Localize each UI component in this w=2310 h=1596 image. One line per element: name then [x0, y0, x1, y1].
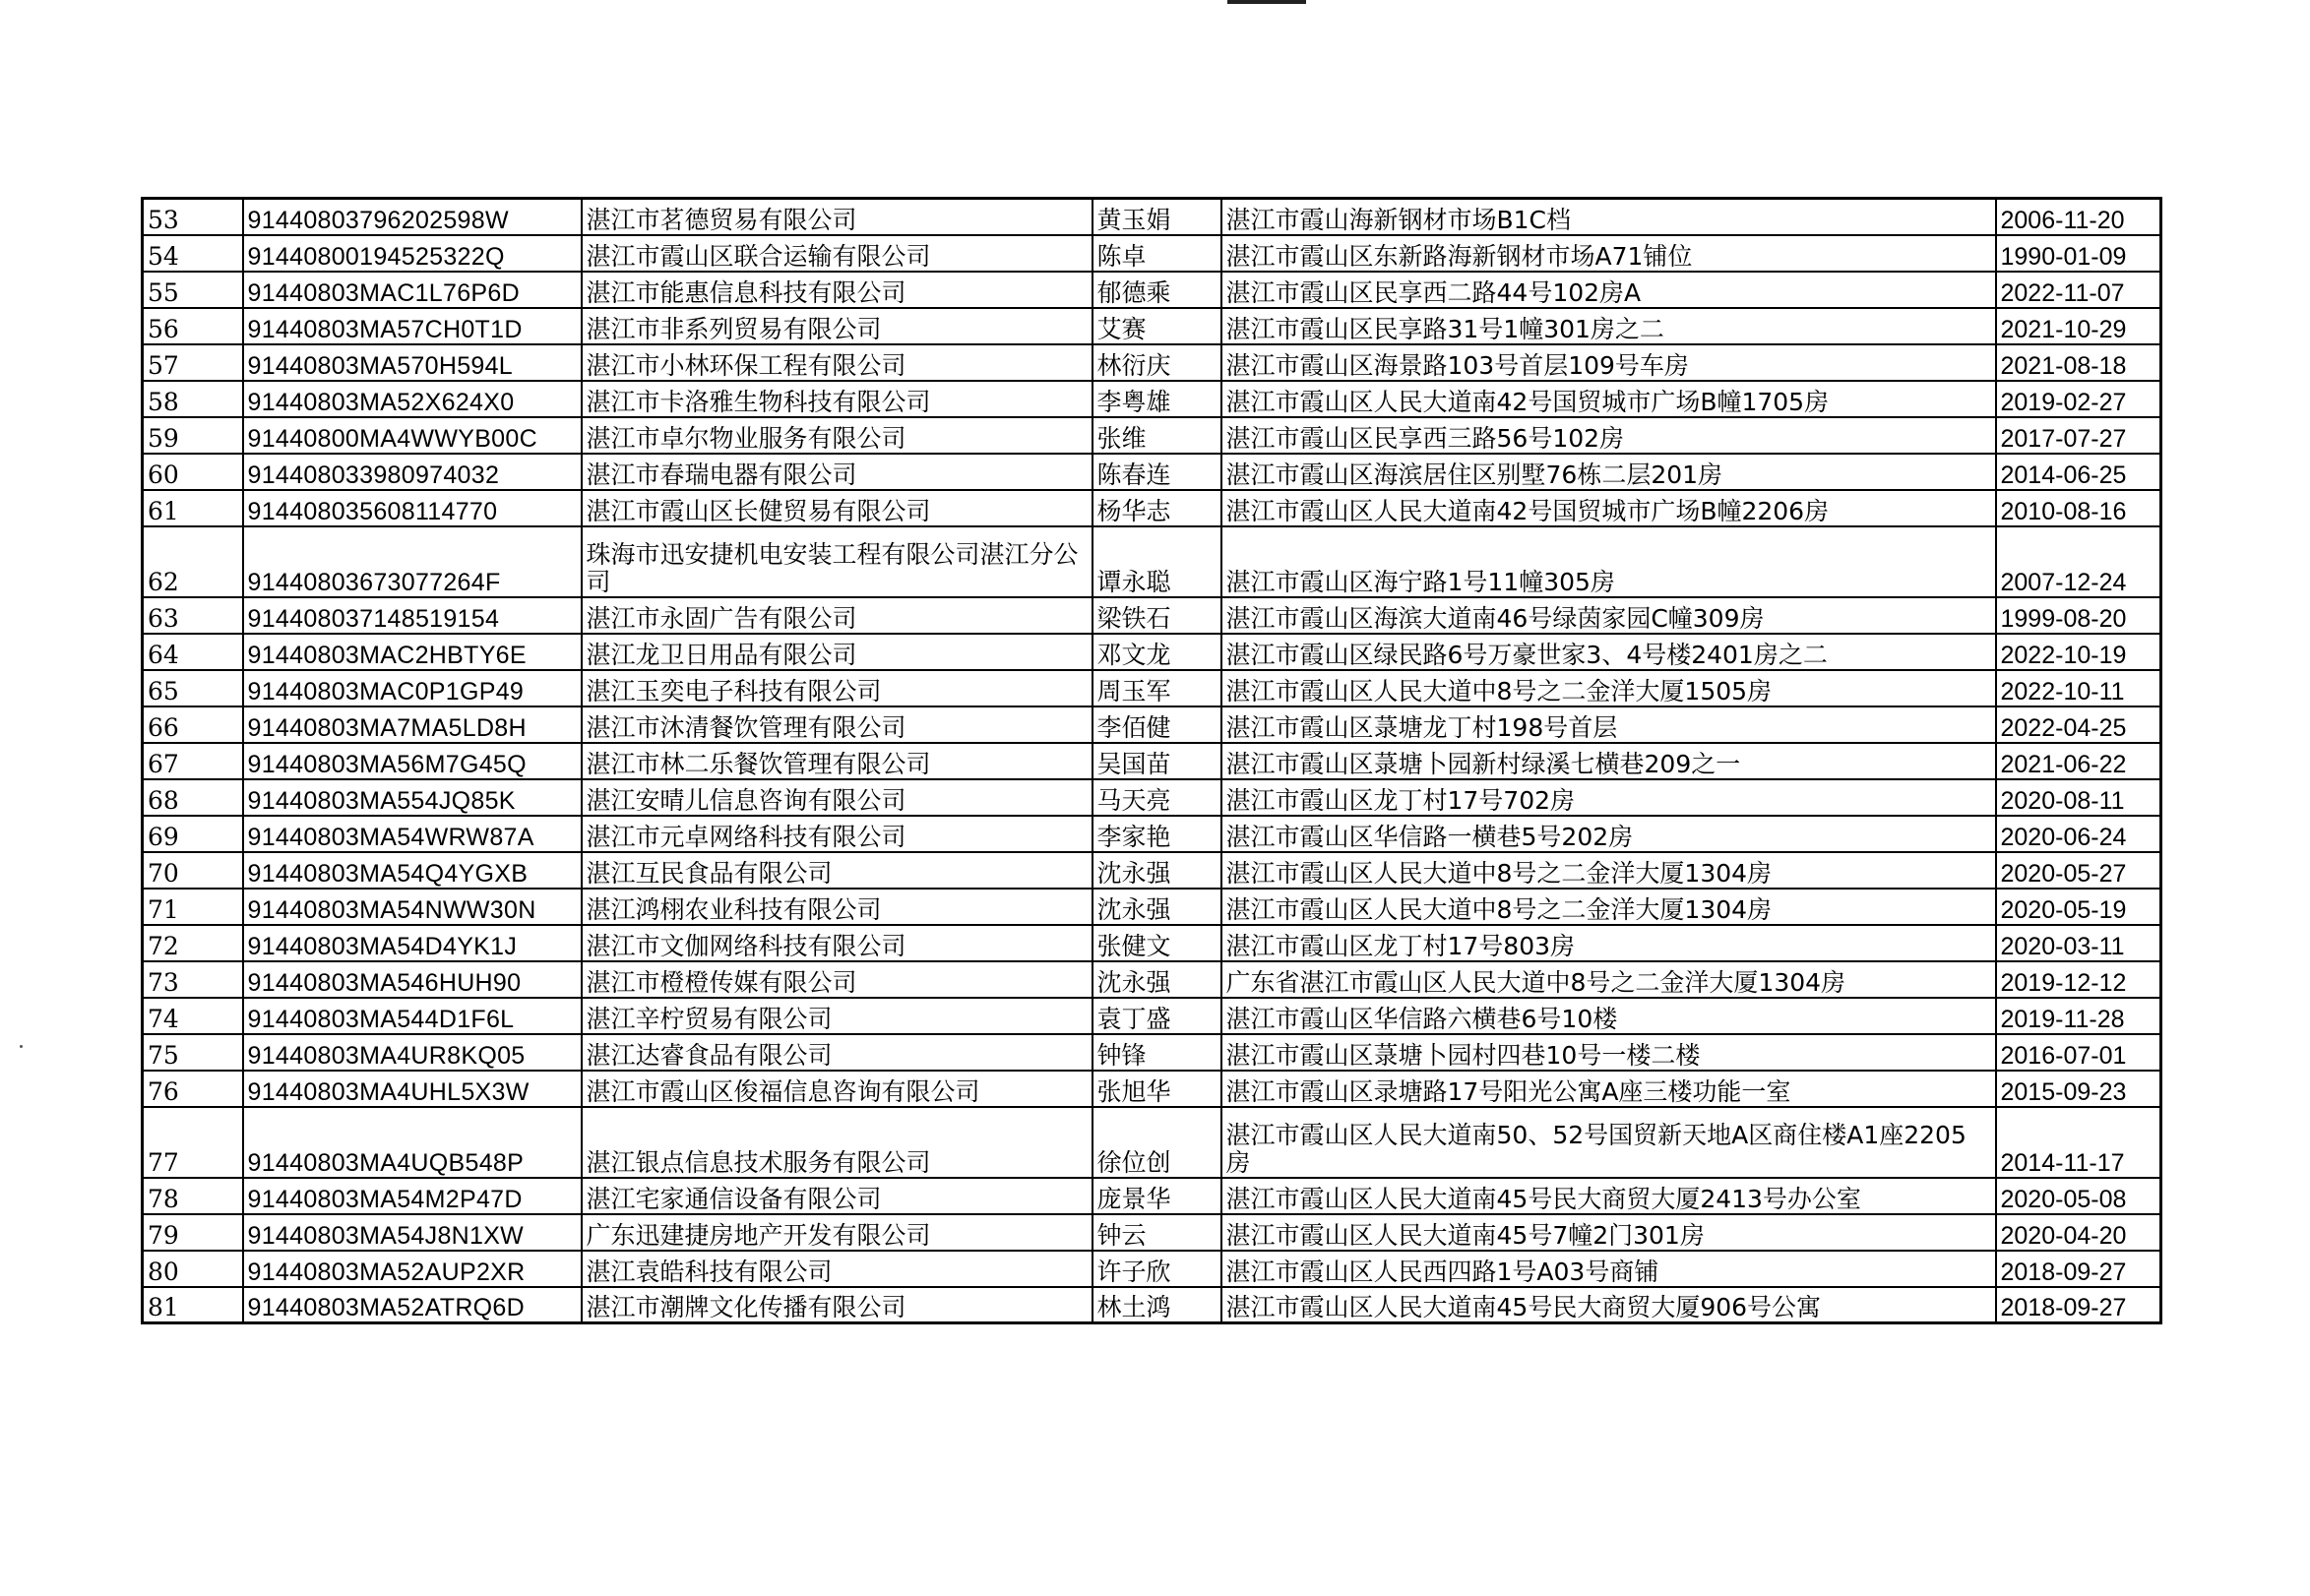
credit-code: 91440803MA56M7G45Q [243, 743, 582, 779]
table-row [143, 706, 2161, 743]
registered-address: 湛江市霞山区华信路六横巷6号10楼 [1221, 998, 1996, 1034]
company-name: 湛江市卓尔物业服务有限公司 [582, 417, 1093, 454]
credit-code: 91440803MA54D4YK1J [243, 925, 582, 961]
legal-representative: 徐位创 [1093, 1107, 1221, 1178]
company-name: 湛江市橙橙传媒有限公司 [582, 961, 1093, 998]
company-name: 湛江玉奕电子科技有限公司 [582, 670, 1093, 706]
table-row [143, 272, 2161, 308]
company-name: 湛江袁皓科技有限公司 [582, 1251, 1093, 1287]
legal-representative: 袁丁盛 [1093, 998, 1221, 1034]
company-name: 湛江市霞山区长健贸易有限公司 [582, 490, 1093, 526]
legal-representative: 许子欣 [1093, 1251, 1221, 1287]
registration-date: 2020-04-20 [1996, 1214, 2161, 1251]
row-number: 73 [143, 961, 243, 998]
table-row [143, 454, 2161, 490]
company-name: 湛江市永固广告有限公司 [582, 597, 1093, 634]
company-name: 湛江市林二乐餐饮管理有限公司 [582, 743, 1093, 779]
table-row [143, 925, 2161, 961]
registration-date: 2018-09-27 [1996, 1287, 2161, 1323]
company-name: 湛江市霞山区俊福信息咨询有限公司 [582, 1071, 1093, 1107]
table-row [143, 1214, 2161, 1251]
registration-date: 2022-11-07 [1996, 272, 2161, 308]
credit-code: 91440803MA544D1F6L [243, 998, 582, 1034]
registered-address: 湛江市霞山区菉塘卜园村四巷10号一楼二楼 [1221, 1034, 1996, 1071]
row-number: 72 [143, 925, 243, 961]
row-number: 56 [143, 308, 243, 344]
registration-date: 2020-05-27 [1996, 852, 2161, 889]
company-name: 珠海市迅安捷机电安装工程有限公司湛江分公司 [582, 526, 1093, 597]
legal-representative: 张旭华 [1093, 1071, 1221, 1107]
credit-code: 91440803MA546HUH90 [243, 961, 582, 998]
table-row [143, 816, 2161, 852]
company-name: 湛江达睿食品有限公司 [582, 1034, 1093, 1071]
legal-representative: 马天亮 [1093, 779, 1221, 816]
registration-date: 2015-09-23 [1996, 1071, 2161, 1107]
table-row [143, 490, 2161, 526]
legal-representative: 张健文 [1093, 925, 1221, 961]
row-number: 55 [143, 272, 243, 308]
company-name: 湛江市沐清餐饮管理有限公司 [582, 706, 1093, 743]
credit-code: 91440803MAC1L76P6D [243, 272, 582, 308]
credit-code: 91440803MA4UQB548P [243, 1107, 582, 1178]
table-row [143, 308, 2161, 344]
credit-code: 91440803MA554JQ85K [243, 779, 582, 816]
registration-date: 2021-06-22 [1996, 743, 2161, 779]
legal-representative: 李家艳 [1093, 816, 1221, 852]
registered-address: 湛江市霞山海新钢材市场B1C档 [1221, 199, 1996, 235]
row-number: 68 [143, 779, 243, 816]
legal-representative: 陈春连 [1093, 454, 1221, 490]
credit-code: 91440803MA54WRW87A [243, 816, 582, 852]
row-number: 79 [143, 1214, 243, 1251]
company-name: 湛江市非系列贸易有限公司 [582, 308, 1093, 344]
legal-representative: 钟云 [1093, 1214, 1221, 1251]
table-row [143, 1251, 2161, 1287]
registered-address: 湛江市霞山区菉塘龙丁村198号首层 [1221, 706, 1996, 743]
registered-address: 湛江市霞山区海景路103号首层109号车房 [1221, 344, 1996, 381]
top-page-mark [1227, 0, 1306, 4]
row-number: 65 [143, 670, 243, 706]
row-number: 60 [143, 454, 243, 490]
credit-code: 91440803MA570H594L [243, 344, 582, 381]
row-number: 53 [143, 199, 243, 235]
company-name: 湛江市文伽网络科技有限公司 [582, 925, 1093, 961]
credit-code: 91440803MA7MA5LD8H [243, 706, 582, 743]
registered-address: 湛江市霞山区人民大道中8号之二金洋大厦1304房 [1221, 852, 1996, 889]
legal-representative: 艾赛 [1093, 308, 1221, 344]
table-row [143, 597, 2161, 634]
row-number: 58 [143, 381, 243, 417]
legal-representative: 杨华志 [1093, 490, 1221, 526]
legal-representative: 张维 [1093, 417, 1221, 454]
registered-address: 湛江市霞山区人民大道南45号民大商贸大厦906号公寓 [1221, 1287, 1996, 1323]
registration-date: 2022-04-25 [1996, 706, 2161, 743]
legal-representative: 黄玉娟 [1093, 199, 1221, 235]
credit-code: 91440803MA52X624X0 [243, 381, 582, 417]
credit-code: 91440803673077264F [243, 526, 582, 597]
credit-code: 91440803MA54M2P47D [243, 1178, 582, 1214]
credit-code: 914408035608114770 [243, 490, 582, 526]
company-name: 湛江市霞山区联合运输有限公司 [582, 235, 1093, 272]
table-row [143, 1107, 2161, 1178]
registered-address: 湛江市霞山区人民西四路1号A03号商铺 [1221, 1251, 1996, 1287]
table-row [143, 634, 2161, 670]
registered-address: 湛江市霞山区录塘路17号阳光公寓A座三楼功能一室 [1221, 1071, 1996, 1107]
registered-address: 湛江市霞山区人民大道中8号之二金洋大厦1304房 [1221, 889, 1996, 925]
table-row [143, 1178, 2161, 1214]
registration-date: 2018-09-27 [1996, 1251, 2161, 1287]
company-name: 湛江龙卫日用品有限公司 [582, 634, 1093, 670]
registered-address: 湛江市霞山区东新路海新钢材市场A71铺位 [1221, 235, 1996, 272]
credit-code: 91440803MA4UHL5X3W [243, 1071, 582, 1107]
legal-representative: 郁德乘 [1093, 272, 1221, 308]
credit-code: 91440803MA57CH0T1D [243, 308, 582, 344]
credit-code: 914408033980974032 [243, 454, 582, 490]
company-name: 湛江互民食品有限公司 [582, 852, 1093, 889]
company-name: 湛江市元卓网络科技有限公司 [582, 816, 1093, 852]
row-number: 69 [143, 816, 243, 852]
legal-representative: 庞景华 [1093, 1178, 1221, 1214]
row-number: 74 [143, 998, 243, 1034]
table-row [143, 670, 2161, 706]
credit-code: 91440803MAC0P1GP49 [243, 670, 582, 706]
row-number: 66 [143, 706, 243, 743]
registration-date: 2010-08-16 [1996, 490, 2161, 526]
company-name: 湛江市小林环保工程有限公司 [582, 344, 1093, 381]
registered-address: 湛江市霞山区龙丁村17号702房 [1221, 779, 1996, 816]
scan-speck [20, 1045, 23, 1048]
company-name: 湛江市卡洛雅生物科技有限公司 [582, 381, 1093, 417]
registered-address: 湛江市霞山区民享西二路44号102房A [1221, 272, 1996, 308]
legal-representative: 邓文龙 [1093, 634, 1221, 670]
registration-date: 2006-11-20 [1996, 199, 2161, 235]
registered-address: 湛江市霞山区人民大道南50、52号国贸新天地A区商住楼A1座2205房 [1221, 1107, 1996, 1178]
table-row [143, 1071, 2161, 1107]
row-number: 54 [143, 235, 243, 272]
legal-representative: 李佰健 [1093, 706, 1221, 743]
table-row [143, 381, 2161, 417]
credit-code: 914408037962025​98W [243, 199, 582, 235]
row-number: 77 [143, 1107, 243, 1178]
company-name: 湛江市春瑞电器有限公司 [582, 454, 1093, 490]
credit-code: 91440803MA52AUP2XR [243, 1251, 582, 1287]
legal-representative: 吴国苗 [1093, 743, 1221, 779]
registered-address: 湛江市霞山区民享路31号1幢301房之二 [1221, 308, 1996, 344]
registered-address: 湛江市霞山区菉塘卜园新村绿溪七横巷209之一 [1221, 743, 1996, 779]
table-body [143, 199, 2161, 1323]
credit-code: 91440803MA54J8N1XW [243, 1214, 582, 1251]
registered-address: 湛江市霞山区海滨大道南46号绿茵家园C幢309房 [1221, 597, 1996, 634]
registration-date: 2019-11-28 [1996, 998, 2161, 1034]
table-row [143, 961, 2161, 998]
credit-code: 91440803MAC2HBTY6E [243, 634, 582, 670]
registration-date: 2021-10-29 [1996, 308, 2161, 344]
registration-date: 2021-08-18 [1996, 344, 2161, 381]
registered-address: 湛江市霞山区人民大道南42号国贸城市广场B幢2206房 [1221, 490, 1996, 526]
legal-representative: 沈永强 [1093, 961, 1221, 998]
table-row [143, 526, 2161, 597]
credit-code: 91440803MA54Q4YGXB [243, 852, 582, 889]
row-number: 71 [143, 889, 243, 925]
table-row [143, 417, 2161, 454]
row-number: 64 [143, 634, 243, 670]
registered-address: 湛江市霞山区海滨居住区别墅76栋二层201房 [1221, 454, 1996, 490]
registration-date: 1999-08-20 [1996, 597, 2161, 634]
legal-representative: 周玉军 [1093, 670, 1221, 706]
company-name: 湛江银点信息技术服务有限公司 [582, 1107, 1093, 1178]
row-number: 80 [143, 1251, 243, 1287]
credit-code: 91440800MA4WWYB00C [243, 417, 582, 454]
registration-date: 2017-07-27 [1996, 417, 2161, 454]
row-number: 70 [143, 852, 243, 889]
table-row [143, 998, 2161, 1034]
row-number: 63 [143, 597, 243, 634]
row-number: 67 [143, 743, 243, 779]
table-row [143, 344, 2161, 381]
row-number: 75 [143, 1034, 243, 1071]
registered-address: 湛江市霞山区华信路一横巷5号202房 [1221, 816, 1996, 852]
registration-date: 2007-12-24 [1996, 526, 2161, 597]
company-name: 湛江市潮牌文化传播有限公司 [582, 1287, 1093, 1323]
legal-representative: 陈卓 [1093, 235, 1221, 272]
company-name: 广东迅建捷房地产开发有限公司 [582, 1214, 1093, 1251]
registration-date: 2020-03-11 [1996, 925, 2161, 961]
registration-date: 2020-05-19 [1996, 889, 2161, 925]
registered-address: 湛江市霞山区人民大道南45号民大商贸大厦2413号办公室 [1221, 1178, 1996, 1214]
registered-address: 湛江市霞山区海宁路1号11幢305房 [1221, 526, 1996, 597]
legal-representative: 钟锋 [1093, 1034, 1221, 1071]
table-row [143, 852, 2161, 889]
registration-date: 2014-11-17 [1996, 1107, 2161, 1178]
table-row [143, 235, 2161, 272]
legal-representative: 沈永强 [1093, 889, 1221, 925]
row-number: 62 [143, 526, 243, 597]
legal-representative: 李粤雄 [1093, 381, 1221, 417]
company-name: 湛江宅家通信设备有限公司 [582, 1178, 1093, 1214]
legal-representative: 林衍庆 [1093, 344, 1221, 381]
table-row [143, 779, 2161, 816]
legal-representative: 林土鸿 [1093, 1287, 1221, 1323]
credit-code: 91440803MA4UR8KQ05 [243, 1034, 582, 1071]
registered-address: 湛江市霞山区龙丁村17号803房 [1221, 925, 1996, 961]
credit-code: 91440800194525322Q [243, 235, 582, 272]
table-row [143, 199, 2161, 235]
row-number: 61 [143, 490, 243, 526]
legal-representative: 谭永聪 [1093, 526, 1221, 597]
legal-representative: 沈永强 [1093, 852, 1221, 889]
credit-code: 91440803MA54NWW30N [243, 889, 582, 925]
registration-date: 1990-01-09 [1996, 235, 2161, 272]
company-name: 湛江辛柠贸易有限公司 [582, 998, 1093, 1034]
row-number: 78 [143, 1178, 243, 1214]
registration-date: 2016-07-01 [1996, 1034, 2161, 1071]
company-name: 湛江市茗德贸易有限公司 [582, 199, 1093, 235]
registration-date: 2020-08-11 [1996, 779, 2161, 816]
registered-address: 湛江市霞山区人民大道中8号之二金洋大厦1505房 [1221, 670, 1996, 706]
registration-date: 2020-06-24 [1996, 816, 2161, 852]
registered-address: 湛江市霞山区人民大道南45号7幢2门301房 [1221, 1214, 1996, 1251]
registration-date: 2022-10-19 [1996, 634, 2161, 670]
credit-code: 914408037148519154 [243, 597, 582, 634]
registration-date: 2022-10-11 [1996, 670, 2161, 706]
row-number: 76 [143, 1071, 243, 1107]
company-name: 湛江安晴儿信息咨询有限公司 [582, 779, 1093, 816]
row-number: 81 [143, 1287, 243, 1323]
registration-date: 2019-12-12 [1996, 961, 2161, 998]
legal-representative: 梁铁石 [1093, 597, 1221, 634]
company-name: 湛江鸿栩农业科技有限公司 [582, 889, 1093, 925]
row-number: 57 [143, 344, 243, 381]
registration-date: 2014-06-25 [1996, 454, 2161, 490]
registered-address: 湛江市霞山区民享西三路56号102房 [1221, 417, 1996, 454]
table-row [143, 889, 2161, 925]
registered-address: 湛江市霞山区人民大道南42号国贸城市广场B幢1705房 [1221, 381, 1996, 417]
registration-date: 2020-05-08 [1996, 1178, 2161, 1214]
table-row [143, 1034, 2161, 1071]
table-row [143, 743, 2161, 779]
company-registry-table [141, 197, 2162, 1324]
registered-address: 湛江市霞山区绿民路6号万豪世家3、4号楼2401房之二 [1221, 634, 1996, 670]
credit-code: 91440803MA52ATRQ6D [243, 1287, 582, 1323]
registered-address: 广东省湛江市霞山区人民大道中8号之二金洋大厦1304房 [1221, 961, 1996, 998]
table-row [143, 1287, 2161, 1323]
registration-date: 2019-02-27 [1996, 381, 2161, 417]
row-number: 59 [143, 417, 243, 454]
company-name: 湛江市能惠信息科技有限公司 [582, 272, 1093, 308]
